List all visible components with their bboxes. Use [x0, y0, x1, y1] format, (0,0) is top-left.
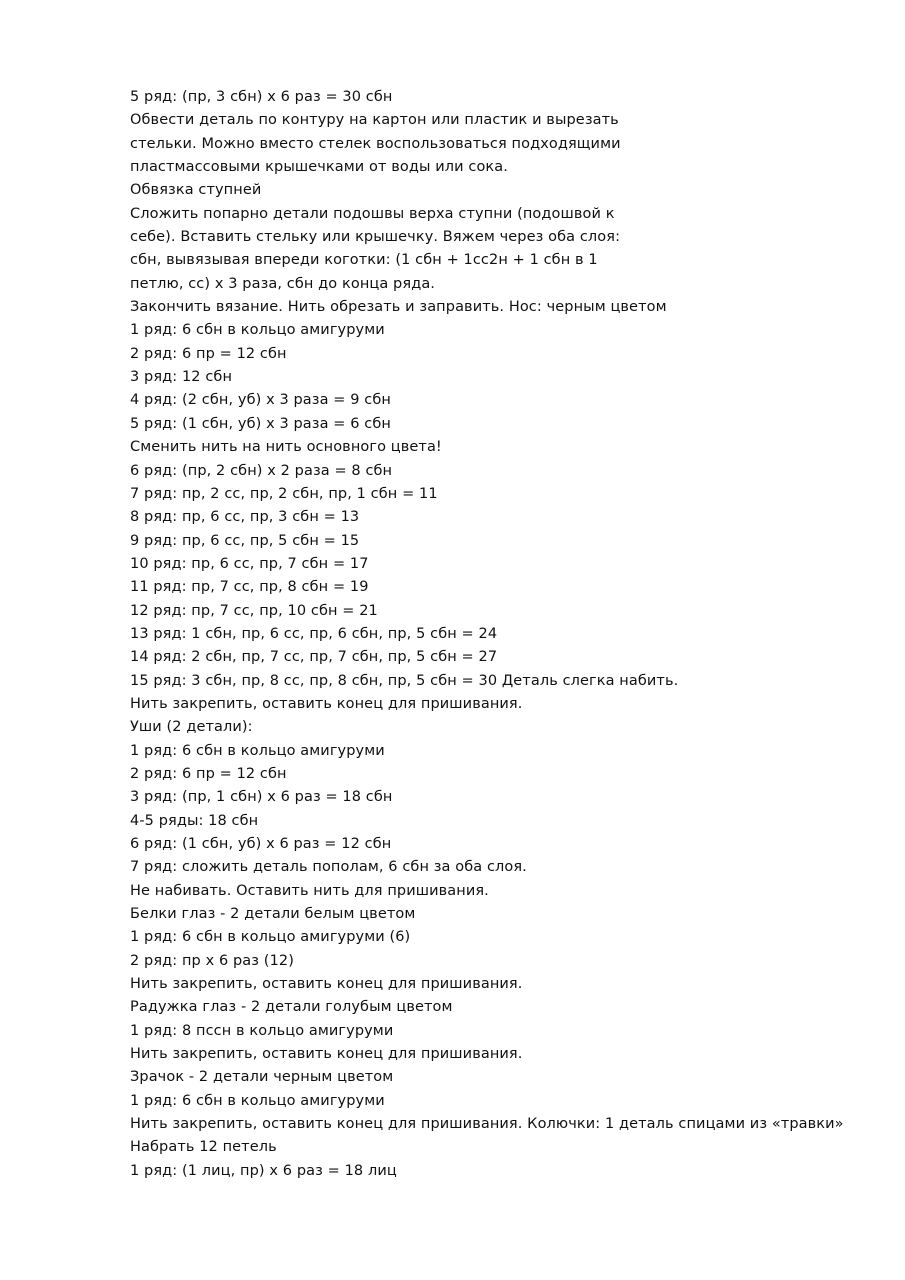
row-instruction: 5 ряд: (1 сбн, уб) х 3 раза = 6 сбн	[130, 415, 391, 432]
row-instruction: 10 ряд: пр, 6 сс, пр, 7 сбн = 17	[130, 555, 369, 572]
row-instruction: 4-5 ряды: 18 сбн	[130, 812, 259, 829]
text-line: сбн, вывязывая впереди коготки: (1 сбн + 1сс2н + 1 сбн в 1	[130, 252, 598, 269]
text-line: Нить закрепить, оставить конец для пришивания.	[130, 695, 523, 712]
row-instruction: 2 ряд: пр х 6 раз (12)	[130, 952, 294, 969]
row-instruction: 3 ряд: (пр, 1 сбн) х 6 раз = 18 сбн	[130, 789, 393, 806]
row-instruction: 1 ряд: 6 сбн в кольцо амигуруми	[130, 322, 385, 339]
pattern-text	[130, 86, 890, 1183]
text-line: себе). Вставить стельку или крышечку. Вяжем через оба слоя:	[130, 229, 621, 246]
row-instruction: 1 ряд: 6 сбн в кольцо амигуруми	[130, 1092, 385, 1109]
row-instruction: 1 ряд: 6 сбн в кольцо амигуруми	[130, 742, 385, 759]
section-heading: Уши (2 детали):	[130, 719, 253, 736]
section-heading: Зрачок - 2 детали черным цветом	[130, 1069, 394, 1086]
row-instruction: 6 ряд: (1 сбн, уб) х 6 раз = 12 сбн	[130, 836, 392, 852]
text-line: Нить закрепить, оставить конец для пришивания.	[130, 1046, 523, 1063]
text-line: стельки. Можно вместо стелек воспользоваться подходящими	[130, 135, 621, 152]
row-instruction: 9 ряд: пр, 6 сс, пр, 5 сбн = 15	[130, 532, 360, 549]
row-instruction: 7 ряд: пр, 2 сс, пр, 2 сбн, пр, 1 сбн = 11	[130, 485, 438, 502]
text-line: Нить закрепить, оставить конец для пришивания.	[130, 976, 523, 993]
section-heading: Белки глаз - 2 детали белым цветом	[130, 906, 416, 923]
row-instruction: 8 ряд: пр, 6 сс, пр, 3 сбн = 13	[130, 509, 360, 526]
row-instruction: 6 ряд: (пр, 2 сбн) х 2 раза = 8 сбн	[130, 462, 393, 479]
text-line: Не набивать. Оставить нить для пришивания.	[130, 882, 489, 899]
row-instruction: 15 ряд: 3 сбн, пр, 8 сс, пр, 8 сбн, пр, 5 сбн = 30 Деталь слегка набить.	[130, 672, 679, 689]
row-instruction: 1 ряд: 6 сбн в кольцо амигуруми (6)	[130, 929, 411, 946]
text-line: петлю, сс) х 3 раза, сбн до конца ряда.	[130, 275, 436, 292]
row-instruction: 11 ряд: пр, 7 сс, пр, 8 сбн = 19	[130, 579, 369, 596]
row-instruction: 2 ряд: 6 пр = 12 сбн	[130, 345, 287, 362]
row-instruction: 7 ряд: сложить деталь пополам, 6 сбн за оба слоя.	[130, 859, 527, 876]
row-instruction: 1 ряд: 8 пссн в кольцо амигуруми	[130, 1022, 394, 1039]
text-line: Нить закрепить, оставить конец для пришивания. Колючки: 1 деталь спицами из «травки»	[130, 1116, 844, 1133]
text-line: 5 ряд: (пр, 3 сбн) х 6 раз = 30 сбн	[130, 89, 393, 105]
section-heading: Обвязка ступней	[130, 182, 262, 199]
row-instruction: 2 ряд: 6 пр = 12 сбн	[130, 765, 287, 782]
row-instruction: 12 ряд: пр, 7 сс, пр, 10 сбн = 21	[130, 602, 378, 619]
text-line: Сменить нить на нить основного цвета!	[130, 439, 442, 456]
row-instruction: 3 ряд: 12 сбн	[130, 369, 233, 386]
text-line: Обвести деталь по контуру на картон или пластик и вырезать	[130, 112, 619, 129]
text-line: Набрать 12 петель	[130, 1139, 277, 1156]
text-line: Закончить вязание. Нить обрезать и заправить. Нос: черным цветом	[130, 299, 667, 316]
text-line: Сложить попарно детали подошвы верха ступни (подошвой к	[130, 205, 615, 222]
row-instruction: 4 ряд: (2 сбн, уб) х 3 раза = 9 сбн	[130, 392, 391, 409]
text-line: пластмассовыми крышечками от воды или сока.	[130, 159, 508, 176]
row-instruction: 13 ряд: 1 сбн, пр, 6 сс, пр, 6 сбн, пр, 5 сбн = 24	[130, 625, 498, 642]
row-instruction: 14 ряд: 2 сбн, пр, 7 сс, пр, 7 сбн, пр, 5 сбн = 27	[130, 649, 498, 666]
section-heading: Радужка глаз - 2 детали голубым цветом	[130, 999, 453, 1016]
row-instruction: 1 ряд: (1 лиц, пр) х 6 раз = 18 лиц	[130, 1162, 397, 1179]
